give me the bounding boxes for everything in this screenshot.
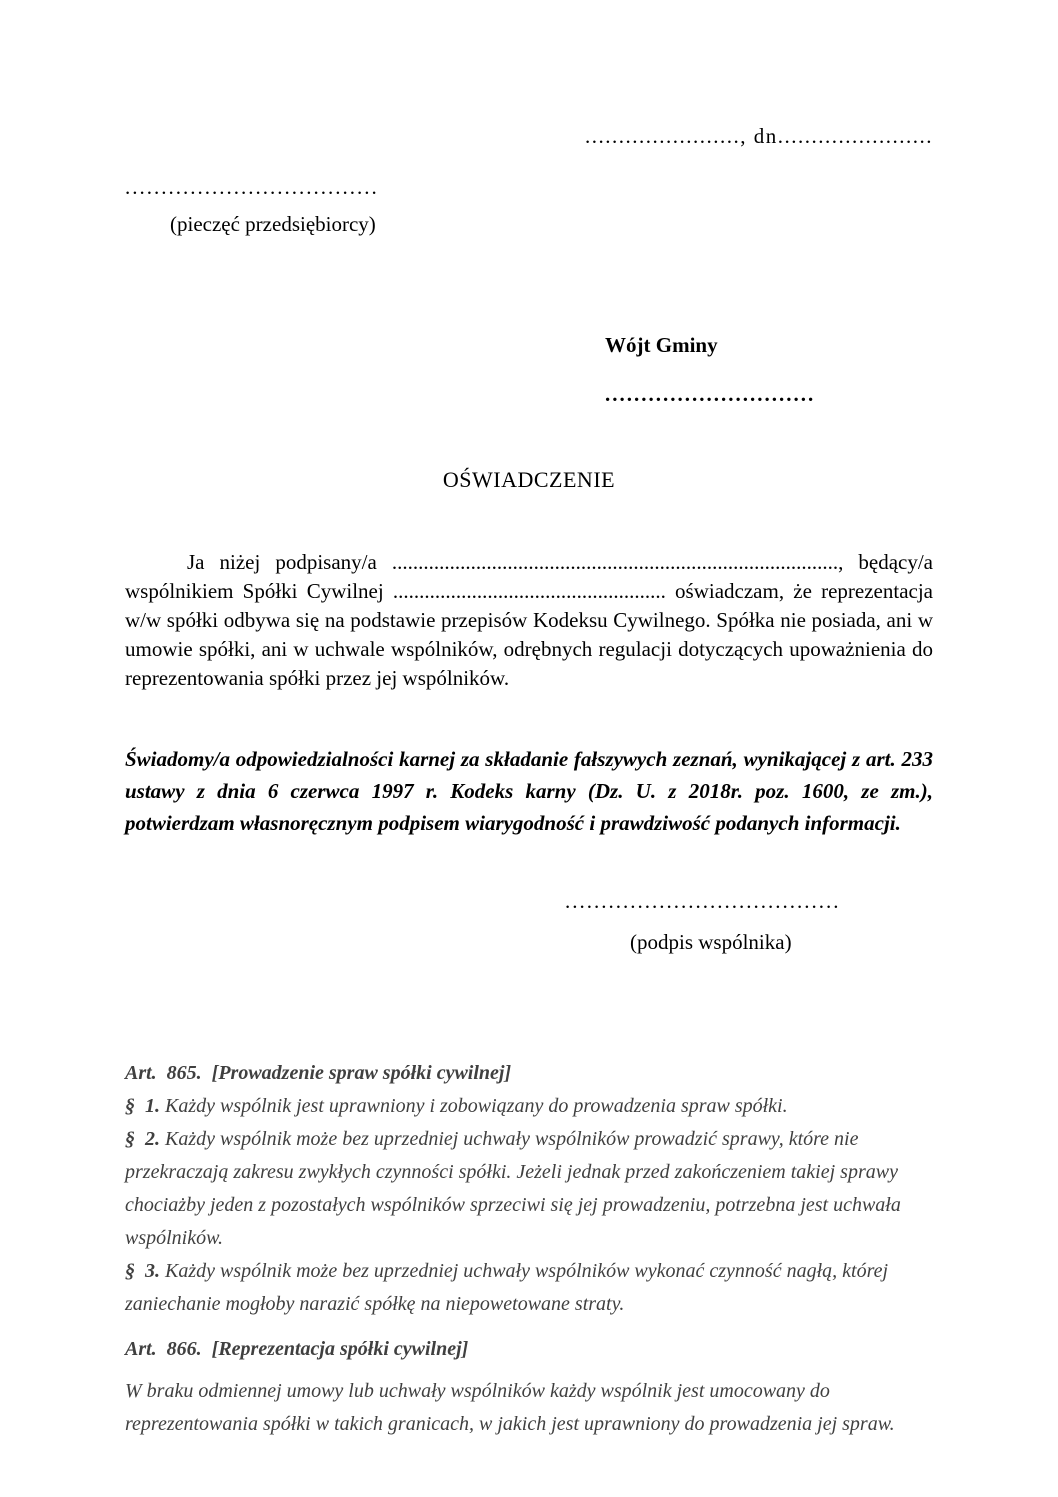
- addressee-title: Wójt Gminy: [605, 333, 718, 357]
- document-title: OŚWIADCZENIE: [442, 467, 616, 492]
- addressee-dotted-line: .............................: [605, 382, 816, 406]
- legal-references-section: [125, 1057, 933, 1441]
- art-865-par-1-text: Każdy wspólnik jest uprawniony i zobowiązany do prowadzenia spraw spółki.: [165, 1095, 788, 1117]
- signature-block: [125, 887, 933, 957]
- stamp-dotted-line: ...................................: [125, 175, 379, 199]
- declaration-paragraph: Ja niżej podpisany/a ....................................................................................., będący/a wspólnikiem Spółki Cywilnej .................................................... oświadczam, że reprezentacja w/w spółki odbywa się na podstawie przepisów Kodeksu Cywilnego. Spółka nie posiada, ani w umowie spółki, ani w uchwale wspólników, odrębnych regulacji dotyczących upoważnienia do reprezentowania spółki przez jej wspólników.: [125, 550, 933, 690]
- oath-paragraph: Świadomy/a odpowiedzialności karnej za składanie fałszywych zeznań, wynikającej z art. 233 ustawy z dnia 6 czerwca 1997 r. Kodeks karny (Dz. U. z 2018r. poz. 1600, ze zm.), potwierdzam własnoręcznym podpisem wiarygodność i prawdziwość podanych informacji.: [125, 747, 933, 835]
- art-865-par-2-label: § 2.: [125, 1128, 160, 1150]
- art-865-par-2-text: Każdy wspólnik może bez uprzedniej uchwały wspólników prowadzić sprawy, które nie przekraczają zakresu zwykłych czynności spółki. Jeżeli jednak przed zakończeniem takiej sprawy chociażby jeden z pozostałych wspólników sprzeciwi się jej prowadzeniu, potrzebna jest uchwała wspólników.: [125, 1128, 901, 1249]
- art-865-par-1-label: § 1.: [125, 1095, 160, 1117]
- signature-dotted-line: ......................................: [565, 889, 841, 913]
- art-865-heading: Art. 865. [Prowadzenie spraw spółki cywilnej]: [125, 1062, 512, 1084]
- addressee-block: [605, 331, 933, 409]
- stamp-caption: (pieczęć przedsiębiorcy): [170, 212, 376, 236]
- art-865-par-3-label: § 3.: [125, 1260, 160, 1282]
- art-865-paragraph-2: [125, 1123, 933, 1255]
- art-866-text: W braku odmiennej umowy lub uchwały wspólników każdy wspólnik jest umocowany do reprezentowania spółki w takich granicach, w jakich jest uprawniony do prowadzenia jej spraw.: [125, 1380, 895, 1435]
- art-865-paragraph-3: [125, 1255, 933, 1321]
- date-line: ......................., dn.......................: [585, 124, 933, 148]
- signature-caption: (podpis wspólnika): [630, 930, 792, 954]
- art-865-paragraph-1: [125, 1090, 933, 1123]
- art-865-par-3-text: Każdy wspólnik może bez uprzedniej uchwały wspólników wykonać czynność nagłą, której zaniechanie mogłoby narazić spółkę na niepowetowane straty.: [125, 1260, 889, 1315]
- art-866-heading: Art. 866. [Reprezentacja spółki cywilnej]: [125, 1338, 469, 1360]
